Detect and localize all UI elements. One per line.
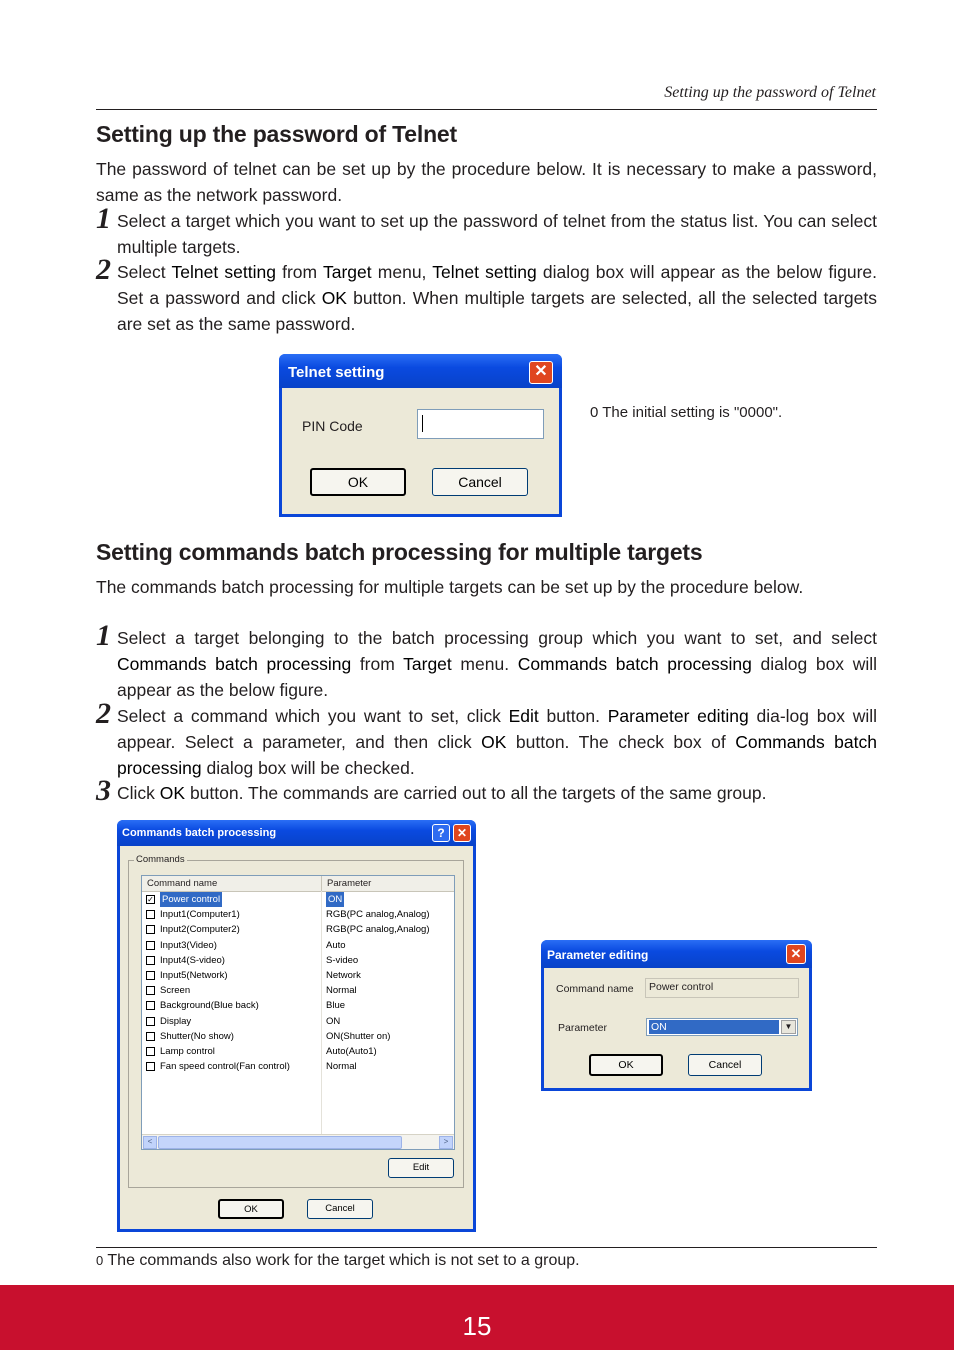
command-name-cell: Input4(S-video)	[160, 954, 225, 966]
pin-code-input[interactable]	[417, 409, 544, 439]
step-number: 2	[96, 253, 111, 286]
text-cursor	[422, 415, 423, 432]
command-name-cell: Input1(Computer1)	[160, 909, 240, 921]
parameter-cell: Auto	[326, 939, 346, 951]
running-head: Setting up the password of Telnet	[664, 84, 876, 101]
list-header	[142, 876, 454, 892]
dialog-client	[120, 846, 473, 1229]
list-body	[142, 892, 454, 1136]
parameter-cell: Normal	[326, 985, 357, 997]
batch-step-1	[96, 619, 877, 703]
command-name-cell: Power control	[162, 894, 221, 905]
parameter-select[interactable]	[646, 1018, 798, 1036]
parameter-cell: Auto(Auto1)	[326, 1046, 377, 1057]
parameter-cell: Normal	[326, 1061, 357, 1073]
section-title-batch: Setting commands batch processing for multiple targets	[96, 539, 703, 565]
parameter-cell: Network	[326, 970, 361, 981]
cancel-button[interactable]: Cancel	[307, 1199, 373, 1219]
dialog-titlebar	[279, 354, 562, 388]
parameter-cell: RGB(PC analog,Analog)	[326, 924, 430, 936]
horizontal-scrollbar[interactable]	[142, 1134, 454, 1149]
commands-group-label: Commands	[136, 854, 185, 865]
pin-code-label: PIN Code	[302, 418, 363, 434]
checkbox[interactable]	[146, 1032, 155, 1041]
checkbox-checked[interactable]: ✓	[147, 895, 154, 904]
close-icon[interactable]: ✕	[786, 944, 806, 964]
checkbox[interactable]	[146, 925, 155, 934]
note-text: The initial setting is "0000".	[602, 404, 783, 421]
step-text: Select a command which you want to set, click Edit button. Parameter editing dia-log box will appear. Select a parameter, and then click OK button. The check box of Commands batch processing dialog box will be checked.	[117, 706, 878, 778]
dialog-title: Telnet setting	[288, 364, 385, 381]
command-name-cell: Fan speed control(Fan control)	[160, 1061, 290, 1073]
commands-batch-dialog	[117, 820, 476, 1232]
checkbox[interactable]	[146, 956, 155, 965]
command-name-cell: Background(Blue back)	[160, 1000, 259, 1012]
step-text: Click OK button. The commands are carried out to all the targets of the same group.	[117, 783, 767, 803]
scroll-thumb[interactable]	[158, 1136, 402, 1149]
command-name-field: Power control	[645, 978, 799, 998]
parameter-editing-dialog	[541, 940, 812, 1091]
parameter-cell: ON	[326, 1015, 341, 1027]
note-mark: 0	[96, 1253, 104, 1268]
checkbox[interactable]	[146, 1001, 155, 1010]
parameter-cell: ON	[328, 894, 343, 905]
parameter-cell: Blue	[326, 1000, 346, 1012]
table-row[interactable]	[142, 1059, 454, 1074]
table-row[interactable]	[142, 922, 454, 937]
batch-note	[96, 1252, 580, 1270]
checkbox[interactable]	[146, 910, 155, 919]
section-intro-batch: The commands batch processing for multiple targets can be set up by the procedure below.	[96, 577, 804, 597]
parameter-cell: RGB(PC analog,Analog)	[326, 909, 430, 921]
table-row[interactable]	[142, 1014, 454, 1029]
telnet-step-1	[96, 202, 877, 260]
commands-list[interactable]	[141, 875, 455, 1150]
checkbox[interactable]	[146, 1062, 155, 1071]
table-row[interactable]	[142, 1044, 454, 1059]
table-row[interactable]	[142, 983, 454, 998]
command-name-cell: Display	[160, 1015, 192, 1027]
parameter-label: Parameter	[558, 1022, 608, 1034]
cancel-button[interactable]: Cancel	[432, 468, 528, 496]
step-number: 3	[96, 774, 111, 807]
column-header-parameter[interactable]: Parameter	[327, 878, 372, 889]
parameter-cell: ON(Shutter on)	[326, 1030, 391, 1042]
checkbox[interactable]	[146, 941, 155, 950]
note-text: The commands also work for the target which is not set to a group.	[107, 1252, 580, 1269]
close-icon[interactable]: ✕	[529, 361, 553, 384]
scroll-right-icon[interactable]: >	[439, 1136, 453, 1149]
step-text: Select Telnet setting from Target menu, Telnet setting dialog box will appear as the below figure. Set a password and click OK button. When multiple targets are selected, all the selected targets are set as the same password.	[117, 262, 877, 334]
checkbox[interactable]	[146, 1047, 155, 1056]
close-icon[interactable]: ✕	[453, 824, 471, 842]
table-row[interactable]	[142, 1029, 454, 1044]
step-number: 2	[96, 697, 111, 730]
step-number: 1	[96, 202, 111, 235]
help-icon[interactable]: ?	[432, 824, 450, 842]
telnet-note	[590, 404, 782, 421]
command-name-cell: Input3(Video)	[160, 939, 217, 951]
dialog-client	[282, 388, 559, 514]
section-intro-telnet: The password of telnet can be set up by the procedure below. It is necessary to make a password, same as the network password.	[96, 159, 877, 205]
table-row[interactable]	[142, 907, 454, 922]
parameter-selected-value: ON	[649, 1020, 779, 1034]
table-row[interactable]	[142, 892, 454, 907]
dialog-client	[544, 968, 809, 1088]
dialog-titlebar	[117, 820, 476, 846]
table-row[interactable]	[142, 953, 454, 968]
batch-step-3	[96, 774, 877, 807]
step-text: Select a target belonging to the batch processing group which you want to set, and select Commands batch processing from Target menu. Commands batch processing dialog box will appear as the below figure.	[117, 628, 877, 700]
checkbox[interactable]	[146, 971, 155, 980]
scroll-left-icon[interactable]: <	[143, 1136, 157, 1149]
parameter-cell: S-video	[326, 954, 359, 966]
command-name-cell: Input5(Network)	[160, 970, 228, 981]
checkbox[interactable]	[146, 986, 155, 995]
dialog-titlebar	[541, 940, 812, 968]
table-row[interactable]	[142, 938, 454, 953]
step-number: 1	[96, 619, 111, 652]
telnet-setting-dialog	[279, 354, 562, 517]
table-row[interactable]	[142, 968, 454, 983]
command-name-cell: Screen	[160, 985, 191, 997]
chevron-down-icon[interactable]: ▼	[781, 1020, 796, 1034]
cancel-button[interactable]: Cancel	[688, 1054, 762, 1076]
command-name-cell: Lamp control	[160, 1046, 215, 1057]
command-name-cell: Shutter(No show)	[160, 1030, 234, 1042]
batch-step-2	[96, 697, 878, 781]
table-row[interactable]	[142, 998, 454, 1013]
telnet-step-2	[96, 253, 877, 337]
page-number: 15	[462, 1311, 492, 1341]
ok-button[interactable]: OK	[589, 1054, 663, 1076]
footnote-rule	[96, 1247, 877, 1248]
edit-button[interactable]: Edit	[388, 1158, 454, 1178]
dialog-title: Commands batch processing	[122, 827, 277, 839]
note-mark: 0	[590, 404, 599, 421]
step-text: Select a target which you want to set up the password of telnet from the status list. You can select multiple targets.	[117, 211, 877, 257]
section-title-telnet: Setting up the password of Telnet	[96, 121, 457, 147]
header-rule	[96, 109, 877, 110]
dialog-title: Parameter editing	[547, 948, 649, 962]
checkbox[interactable]	[146, 1017, 155, 1026]
column-header-command[interactable]: Command name	[147, 878, 218, 889]
command-name-cell: Input2(Computer2)	[160, 924, 240, 936]
ok-button[interactable]: OK	[218, 1199, 284, 1219]
ok-button[interactable]: OK	[310, 468, 406, 496]
command-name-label: Command name	[556, 983, 634, 995]
